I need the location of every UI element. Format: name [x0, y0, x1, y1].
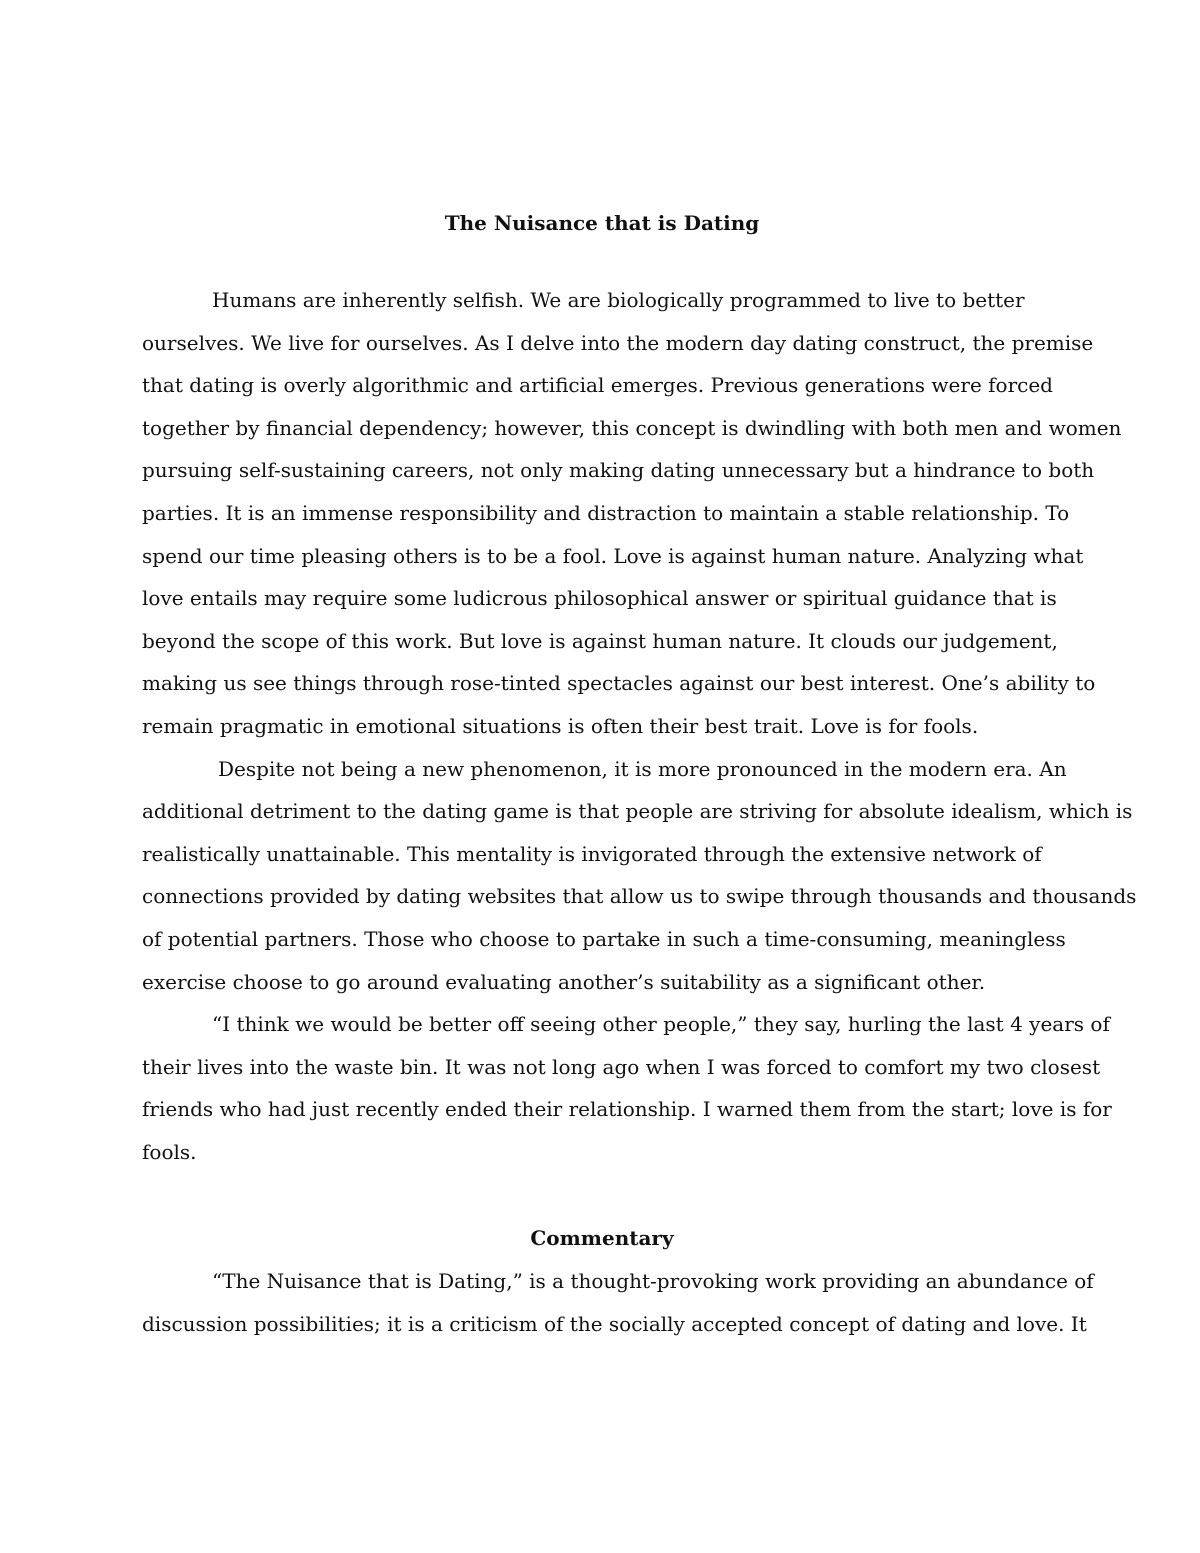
document-title: The Nuisance that is Dating — [444, 211, 760, 235]
essay-line: together by financial dependency; however, this concept is dwindling with both men and women — [142, 415, 1122, 440]
essay-line: additional detriment to the dating game is that people are striving for absolute idealism, which is — [142, 799, 1133, 824]
essay-line: ourselves. We live for ourselves. As I delve into the modern day dating construct, the premise — [142, 330, 1094, 355]
commentary-heading: Commentary — [530, 1226, 674, 1251]
essay-body — [142, 279, 1137, 1173]
essay-line: “I think we would be better off seeing other people,” they say, hurling the last 4 years of — [212, 1012, 1110, 1037]
essay-line: friends who had just recently ended their relationship. I warned them from the start; love is for — [142, 1097, 1112, 1122]
essay-line: of potential partners. Those who choose to partake in such a time-consuming, meaningless — [142, 926, 1066, 951]
essay-line: beyond the scope of this work. But love is against human nature. It clouds our judgement, — [142, 628, 1058, 653]
commentary-line: discussion possibilities; it is a criticism of the socially accepted concept of dating and love. It — [142, 1311, 1087, 1336]
essay-line: that dating is overly algorithmic and artificial emerges. Previous generations were forced — [142, 373, 1053, 398]
essay-line: Despite not being a new phenomenon, it is more pronounced in the modern era. An — [218, 756, 1067, 781]
essay-line: exercise choose to go around evaluating another’s suitability as a significant other. — [142, 969, 986, 994]
commentary-line: “The Nuisance that is Dating,” is a thought-provoking work providing an abundance of — [212, 1269, 1094, 1294]
essay-line: fools. — [142, 1139, 197, 1164]
essay-line: their lives into the waste bin. It was not long ago when I was forced to comfort my two closest — [142, 1054, 1101, 1079]
essay-line: connections provided by dating websites that allow us to swipe through thousands and thousands — [142, 884, 1137, 909]
essay-line: Humans are inherently selfish. We are biologically programmed to live to better — [212, 288, 1025, 312]
essay-line: love entails may require some ludicrous philosophical answer or spiritual guidance that is — [142, 586, 1057, 611]
document-content — [142, 205, 1137, 1345]
essay-line: pursuing self-sustaining careers, not only making dating unnecessary but a hindrance to both — [142, 458, 1095, 483]
essay-line: spend our time pleasing others is to be a fool. Love is against human nature. Analyzing what — [142, 543, 1084, 568]
section-spacer — [142, 1173, 1062, 1217]
commentary-body — [142, 1260, 1094, 1345]
essay-line: parties. It is an immense responsibility and distraction to maintain a stable relationship. To — [142, 500, 1070, 525]
essay-line: making us see things through rose-tinted spectacles against our best interest. One’s ability to — [142, 671, 1096, 696]
essay-line: remain pragmatic in emotional situations is often their best trait. Love is for fools. — [142, 713, 979, 738]
essay-line: realistically unattainable. This mentality is invigorated through the extensive network of — [142, 841, 1042, 866]
